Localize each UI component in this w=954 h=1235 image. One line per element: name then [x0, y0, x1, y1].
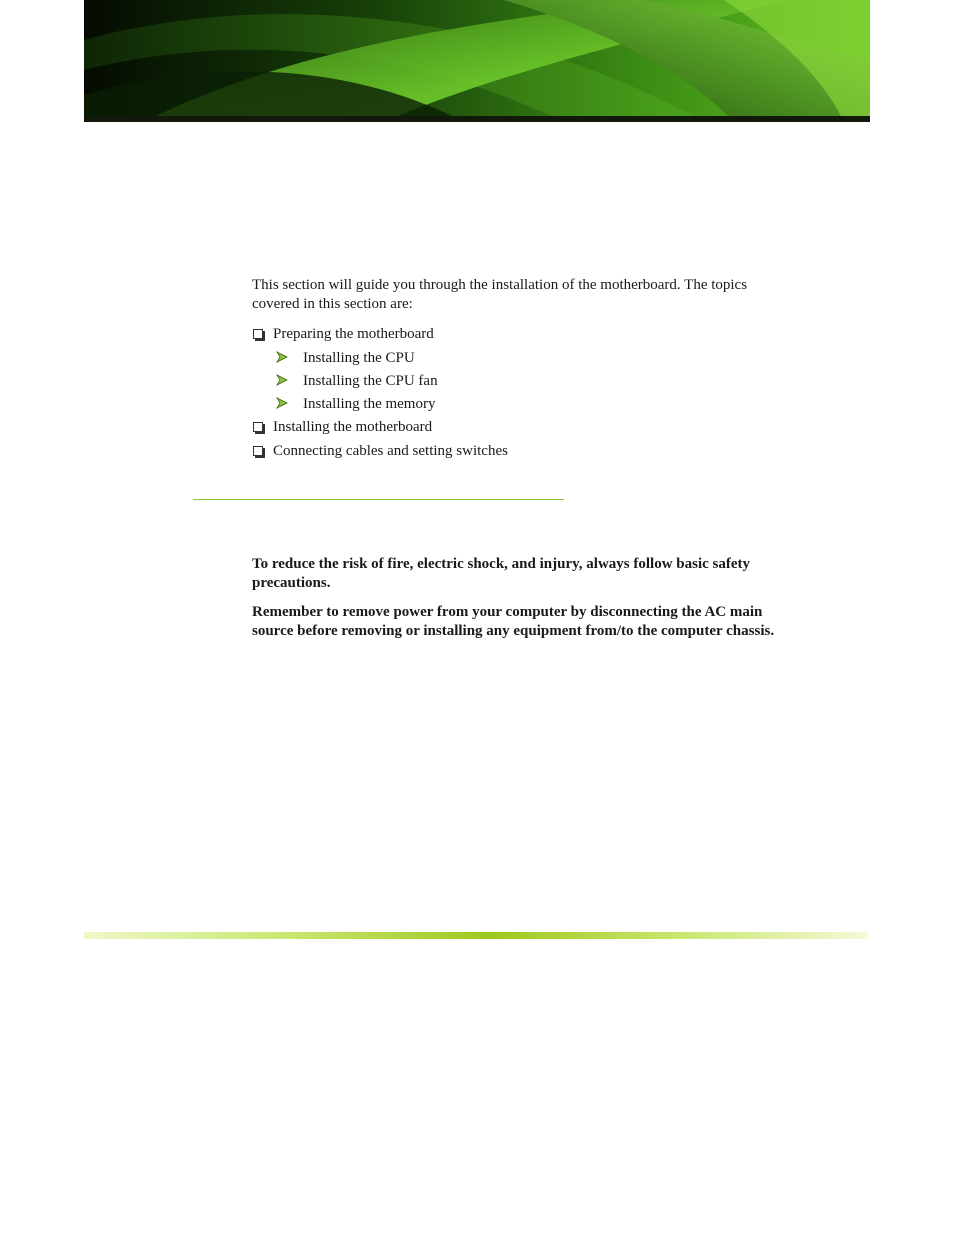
section-divider: [193, 499, 564, 500]
list-item: [252, 393, 508, 416]
square-bullet-icon: [253, 422, 263, 432]
list-item-label: Installing the memory: [303, 396, 436, 412]
list-item-label: Connecting cables and setting switches: [273, 443, 508, 459]
footer-gradient-bar: [84, 932, 868, 939]
arrow-bullet-icon: [276, 374, 288, 386]
safety-warning: To reduce the risk of fire, electric shock, and injury, always follow basic safety precautions.: [252, 556, 751, 591]
arrow-bullet-icon: [276, 397, 288, 409]
list-item-label: Installing the motherboard: [273, 419, 433, 435]
list-item-label: Installing the CPU: [303, 350, 415, 366]
list-item: [252, 323, 508, 347]
power-warning: Remember to remove power from your computer by disconnecting the AC main source before removing or installing any equipment from/to the computer chassis.: [252, 604, 775, 639]
intro-paragraph: This section will guide you through the installation of the motherboard. The topics covered in this section are:: [252, 277, 748, 312]
header-banner: [84, 0, 870, 122]
list-item-label: Installing the CPU fan: [303, 373, 438, 389]
square-bullet-icon: [253, 329, 263, 339]
list-item-label: Preparing the motherboard: [273, 326, 434, 342]
list-item: [252, 416, 508, 440]
list-item: [252, 440, 508, 464]
list-item: [252, 370, 508, 393]
square-bullet-icon: [253, 446, 263, 456]
list-item: [252, 347, 508, 370]
topic-list: [252, 323, 508, 464]
arrow-bullet-icon: [276, 351, 288, 363]
banner-graphic: [84, 0, 870, 122]
